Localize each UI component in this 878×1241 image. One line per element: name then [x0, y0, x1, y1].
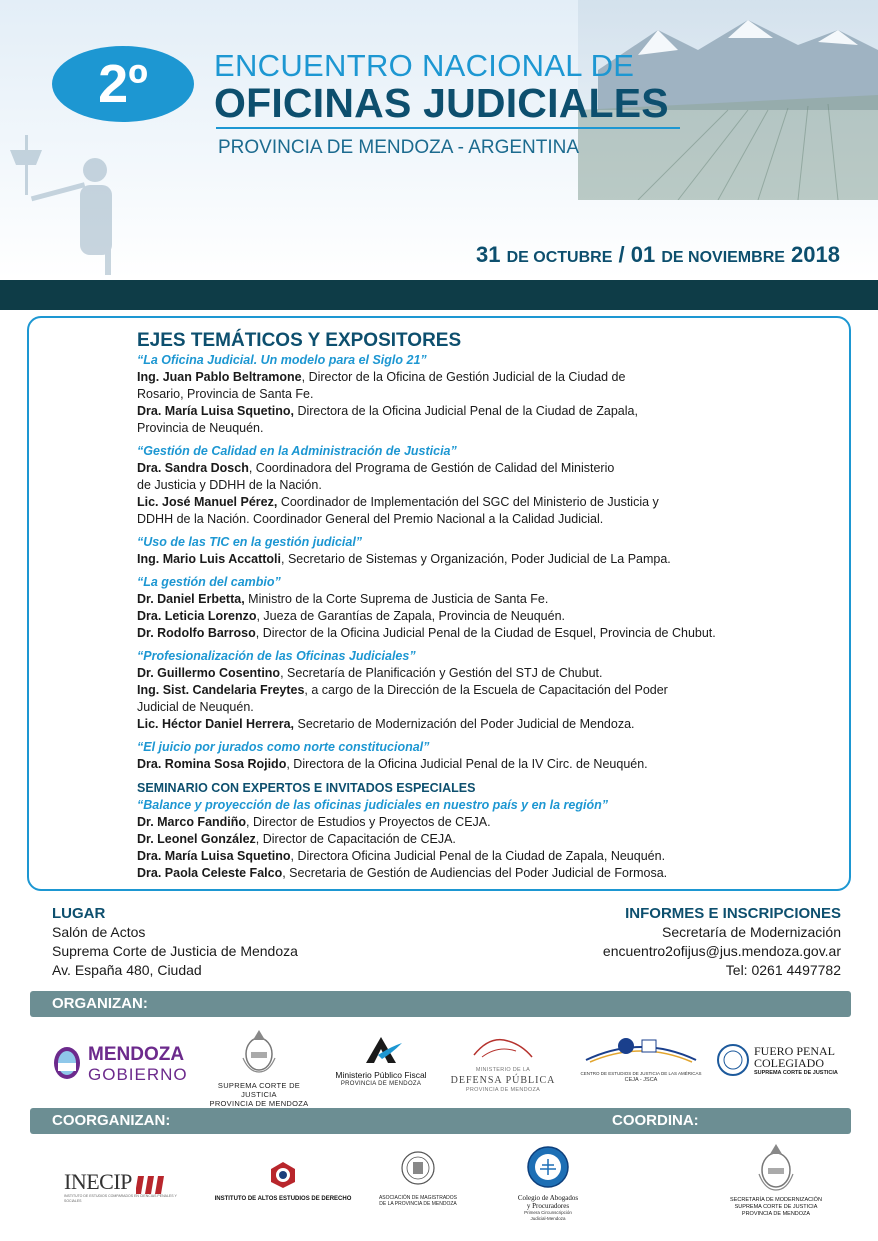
- speaker-role: , Jueza de Garantías de Zapala, Provincia de Neuquén.: [256, 609, 566, 623]
- speaker-name: Dr. Leonel González: [137, 832, 256, 846]
- suprema-corte-name: SUPREMA CORTE DE JUSTICIA: [217, 1081, 301, 1099]
- speaker-name: Ing. Sist. Candelaria Freytes: [137, 683, 305, 697]
- speaker-role: , Secretario de Sistemas y Organización, Poder Judicial de La Pampa.: [281, 552, 671, 566]
- speaker-line: [137, 831, 837, 848]
- mendoza-gobierno: GOBIERNO: [88, 1065, 188, 1084]
- magistrados-seal-icon: [400, 1150, 436, 1190]
- speaker-role: de Justicia y DDHH de la Nación.: [137, 478, 322, 492]
- mendoza-gobierno-logo: [52, 1043, 192, 1083]
- event-dates: [476, 242, 840, 268]
- speaker-line: [137, 865, 837, 882]
- speaker-role: Rosario, Provincia de Santa Fe.: [137, 387, 314, 401]
- speaker-role: Directora de la Oficina Judicial Penal de la Ciudad de Zapala,: [293, 404, 638, 418]
- program-blocks: [137, 352, 837, 882]
- speaker-role: Secretario de Modernización del Poder Judicial de Mendoza.: [294, 717, 635, 731]
- mpf-emblem-icon: [356, 1033, 406, 1065]
- mpf-name: Ministerio Público Fiscal: [335, 1070, 427, 1080]
- magistrados-province: DE LA PROVINCIA DE MENDOZA: [379, 1201, 457, 1207]
- speaker-role: , Director de la Oficina de Gestión Judicial de la Ciudad de: [301, 370, 626, 384]
- header-divider-bar: [0, 280, 878, 310]
- seminar-theme: “Balance y proyección de las oficinas judiciales en nuestro país y en la región”: [137, 798, 608, 812]
- venue-line: Av. España 480, Ciudad: [52, 962, 202, 978]
- speaker-role: Judicial de Neuquén.: [137, 700, 254, 714]
- defensa-ministry: MINISTERIO DE LA: [475, 1067, 531, 1073]
- colegio-seal-icon: [526, 1145, 570, 1189]
- title-line-1: ENCUENTRO NACIONAL DE: [214, 48, 635, 83]
- speaker-line: [137, 716, 837, 733]
- venue-heading: LUGAR: [52, 905, 106, 922]
- title-line-2: OFICINAS JUDICIALES: [214, 80, 669, 126]
- speaker-name: Dr. Daniel Erbetta,: [137, 592, 245, 606]
- coorganizers-bar: COORGANIZAN:: [30, 1108, 851, 1134]
- speaker-role: Provincia de Neuquén.: [137, 421, 264, 435]
- colegio-name: Colegio de Abogados: [517, 1194, 579, 1202]
- speaker-role: Coordinador de Implementación del SGC del Ministerio de Justicia y: [277, 495, 659, 509]
- venue-line: Suprema Corte de Justicia de Mendoza: [52, 943, 298, 959]
- header: [0, 0, 878, 278]
- speaker-line: [137, 814, 837, 831]
- speaker-line: [137, 369, 837, 386]
- speaker-line: [137, 682, 837, 699]
- mpf-province: PROVINCIA DE MENDOZA: [340, 1081, 422, 1087]
- coat-of-arms-icon: [239, 1028, 279, 1076]
- contact-info: [603, 904, 841, 980]
- inecip-logo: [64, 1170, 184, 1206]
- justice-statue-image: [0, 95, 150, 275]
- date-year: 2018: [791, 242, 840, 267]
- speaker-name: Dr. Marco Fandiño: [137, 815, 247, 829]
- speaker-line: [137, 608, 837, 625]
- speaker-line: [137, 699, 837, 716]
- contact-email[interactable]: encuentro2ofijus@jus.mendoza.gov.ar: [602, 943, 841, 959]
- theme-title: “Uso de las TIC en la gestión judicial”: [137, 535, 363, 549]
- speaker-line: [137, 665, 837, 682]
- speaker-name: Dr. Guillermo Cosentino: [137, 666, 281, 680]
- ceja-emblem-icon: [582, 1030, 700, 1066]
- speaker-role: , Coordinadora del Programa de Gestión de Calidad del Ministerio: [248, 461, 615, 475]
- contact-heading: INFORMES E INSCRIPCIONES: [625, 905, 841, 922]
- speaker-role: , Directora Oficina Judicial Penal de la Ciudad de Zapala, Neuquén.: [290, 849, 666, 863]
- ceja-name: CENTRO DE ESTUDIOS DE JUSTICIA DE LAS AMÉRICAS: [580, 1071, 702, 1076]
- speaker-name: Ing. Mario Luis Accattoli: [137, 552, 281, 566]
- venue-info: [52, 904, 298, 980]
- fuero-seal-icon: [716, 1043, 750, 1077]
- speaker-line: [137, 848, 837, 865]
- speaker-line: [137, 420, 837, 437]
- coordina-label: COORDINA:: [612, 1112, 699, 1129]
- altos-emblem-icon: [268, 1160, 298, 1190]
- theme-title: “Profesionalización de las Oficinas Judiciales”: [137, 649, 416, 663]
- speaker-name: Dra. María Luisa Squetino: [137, 849, 291, 863]
- altos-estudios-logo: [212, 1160, 354, 1210]
- defensa-province: PROVINCIA DE MENDOZA: [465, 1087, 541, 1093]
- seminar-title: SEMINARIO CON EXPERTOS E INVITADOS ESPECIALES: [137, 781, 476, 795]
- magistrados-logo: [376, 1150, 460, 1212]
- speaker-name: Lic. Héctor Daniel Herrera,: [137, 717, 295, 731]
- mendoza-name: MENDOZA: [88, 1044, 185, 1065]
- theme-title: “Gestión de Calidad en la Administración de Justicia”: [137, 444, 457, 458]
- speaker-role: , a cargo de la Dirección de la Escuela de Capacitación del Poder: [304, 683, 668, 697]
- speaker-role: , Secretaria de Gestión de Audiencias del Poder Judicial de Formosa.: [282, 866, 668, 880]
- contact-phone: Tel: 0261 4497782: [725, 962, 841, 978]
- defensa-emblem-icon: [468, 1033, 538, 1061]
- date-month-2: DE NOVIEMBRE: [661, 249, 785, 266]
- fuero-sub: SUPREMA CORTE DE JUSTICIA: [754, 1070, 838, 1076]
- speaker-name: Ing. Juan Pablo Beltramone: [137, 370, 302, 384]
- theme-title: “La Oficina Judicial. Un modelo para el Siglo 21”: [137, 353, 427, 367]
- date-month-1: DE OCTUBRE: [506, 249, 613, 266]
- venue-line: Salón de Actos: [52, 924, 146, 940]
- altos-name: INSTITUTO DE ALTOS ESTUDIOS DE DERECHO: [214, 1196, 352, 1202]
- coordina-name: SECRETARÍA DE MODERNIZACIÓN: [730, 1197, 822, 1203]
- speaker-line: [137, 591, 837, 608]
- speaker-name: Dra. Romina Sosa Rojido: [137, 757, 287, 771]
- coat-of-arms-icon: [755, 1142, 797, 1192]
- suprema-corte-logo: [200, 1028, 318, 1108]
- edition-number: 2º: [98, 54, 148, 114]
- speaker-line: [137, 756, 837, 773]
- ministerio-publico-fiscal-logo: [326, 1033, 436, 1093]
- colegio-abogados-logo: [500, 1145, 596, 1225]
- title-divider: [216, 127, 680, 129]
- speaker-name: Dra. Leticia Lorenzo: [137, 609, 257, 623]
- inecip-bars-icon: [136, 1175, 168, 1193]
- speaker-role: , Secretaría de Planificación y Gestión del STJ de Chubut.: [280, 666, 603, 680]
- section-title: EJES TEMÁTICOS Y EXPOSITORES: [137, 330, 462, 351]
- suprema-corte-province: PROVINCIA DE MENDOZA: [209, 1099, 309, 1108]
- speaker-role: DDHH de la Nación. Coordinador General del Premio Nacional a la Calidad Judicial.: [137, 512, 604, 526]
- speaker-role: , Director de Capacitación de CEJA.: [255, 832, 456, 846]
- theme-title: “La gestión del cambio”: [137, 575, 281, 589]
- fuero-penal-logo: [716, 1043, 842, 1083]
- defensa-name: DEFENSA PÚBLICA: [450, 1075, 556, 1086]
- fuero-colegiado: COLEGIADO: [754, 1056, 824, 1070]
- contact-line: Secretaría de Modernización: [662, 924, 841, 940]
- speaker-role: , Director de Estudios y Proyectos de CEJA.: [246, 815, 491, 829]
- date-day-1: 31: [475, 242, 501, 267]
- speaker-line: [137, 551, 837, 568]
- speaker-role: , Director de la Oficina Judicial Penal de la Ciudad de Esquel, Provincia de Chubut.: [255, 626, 716, 640]
- speaker-name: Dr. Rodolfo Barroso: [137, 626, 256, 640]
- date-separator: /: [618, 242, 625, 267]
- inecip-subtitle: INSTITUTO DE ESTUDIOS COMPARADOS EN CIENCIAS PENALES Y SOCIALES: [64, 1194, 177, 1203]
- speaker-name: Dra. Paola Celeste Falco: [137, 866, 283, 880]
- speaker-line: [137, 403, 837, 420]
- speaker-line: [137, 386, 837, 403]
- organizers-bar: ORGANIZAN:: [30, 991, 851, 1017]
- colegio-circ: Primera Circunscripción: [524, 1210, 572, 1215]
- date-day-2: 01: [630, 242, 656, 267]
- fuero-name: FUERO PENAL: [754, 1044, 836, 1058]
- secretaria-modernizacion-logo: [722, 1142, 830, 1222]
- coordina-province: PROVINCIA DE MENDOZA: [741, 1211, 811, 1217]
- program-box: [27, 316, 851, 891]
- ceja-logo: [580, 1030, 702, 1090]
- theme-title: “El juicio por jurados como norte constitucional”: [137, 740, 430, 754]
- coordina-corte: SUPREMA CORTE DE JUSTICIA: [734, 1204, 818, 1210]
- speaker-role: Ministro de la Corte Suprema de Justicia de Santa Fe.: [244, 592, 549, 606]
- defensa-publica-logo: [450, 1033, 556, 1093]
- speaker-role: , Directora de la Oficina Judicial Penal de la IV Circ. de Neuquén.: [286, 757, 648, 771]
- speaker-name: Dra. María Luisa Squetino,: [137, 404, 294, 418]
- speaker-line: [137, 460, 837, 477]
- speaker-line: [137, 625, 837, 642]
- speaker-name: Dra. Sandra Dosch: [137, 461, 249, 475]
- subtitle: PROVINCIA DE MENDOZA - ARGENTINA: [218, 137, 580, 158]
- mendoza-shield-icon: [52, 1045, 82, 1081]
- edition-badge: [52, 46, 194, 122]
- speaker-line: [137, 494, 837, 511]
- speaker-name: Lic. José Manuel Pérez,: [137, 495, 278, 509]
- inecip-name: INECIP: [64, 1169, 132, 1194]
- speaker-line: [137, 511, 837, 528]
- colegio-name-2: y Procuradores: [526, 1202, 570, 1210]
- magistrados-name: ASOCIACIÓN DE MAGISTRADOS: [378, 1195, 458, 1201]
- colegio-circ-2: Judicial-Mendoza: [530, 1216, 566, 1221]
- ceja-acronym: CEJA - JSCA: [624, 1077, 658, 1083]
- speaker-line: [137, 477, 837, 494]
